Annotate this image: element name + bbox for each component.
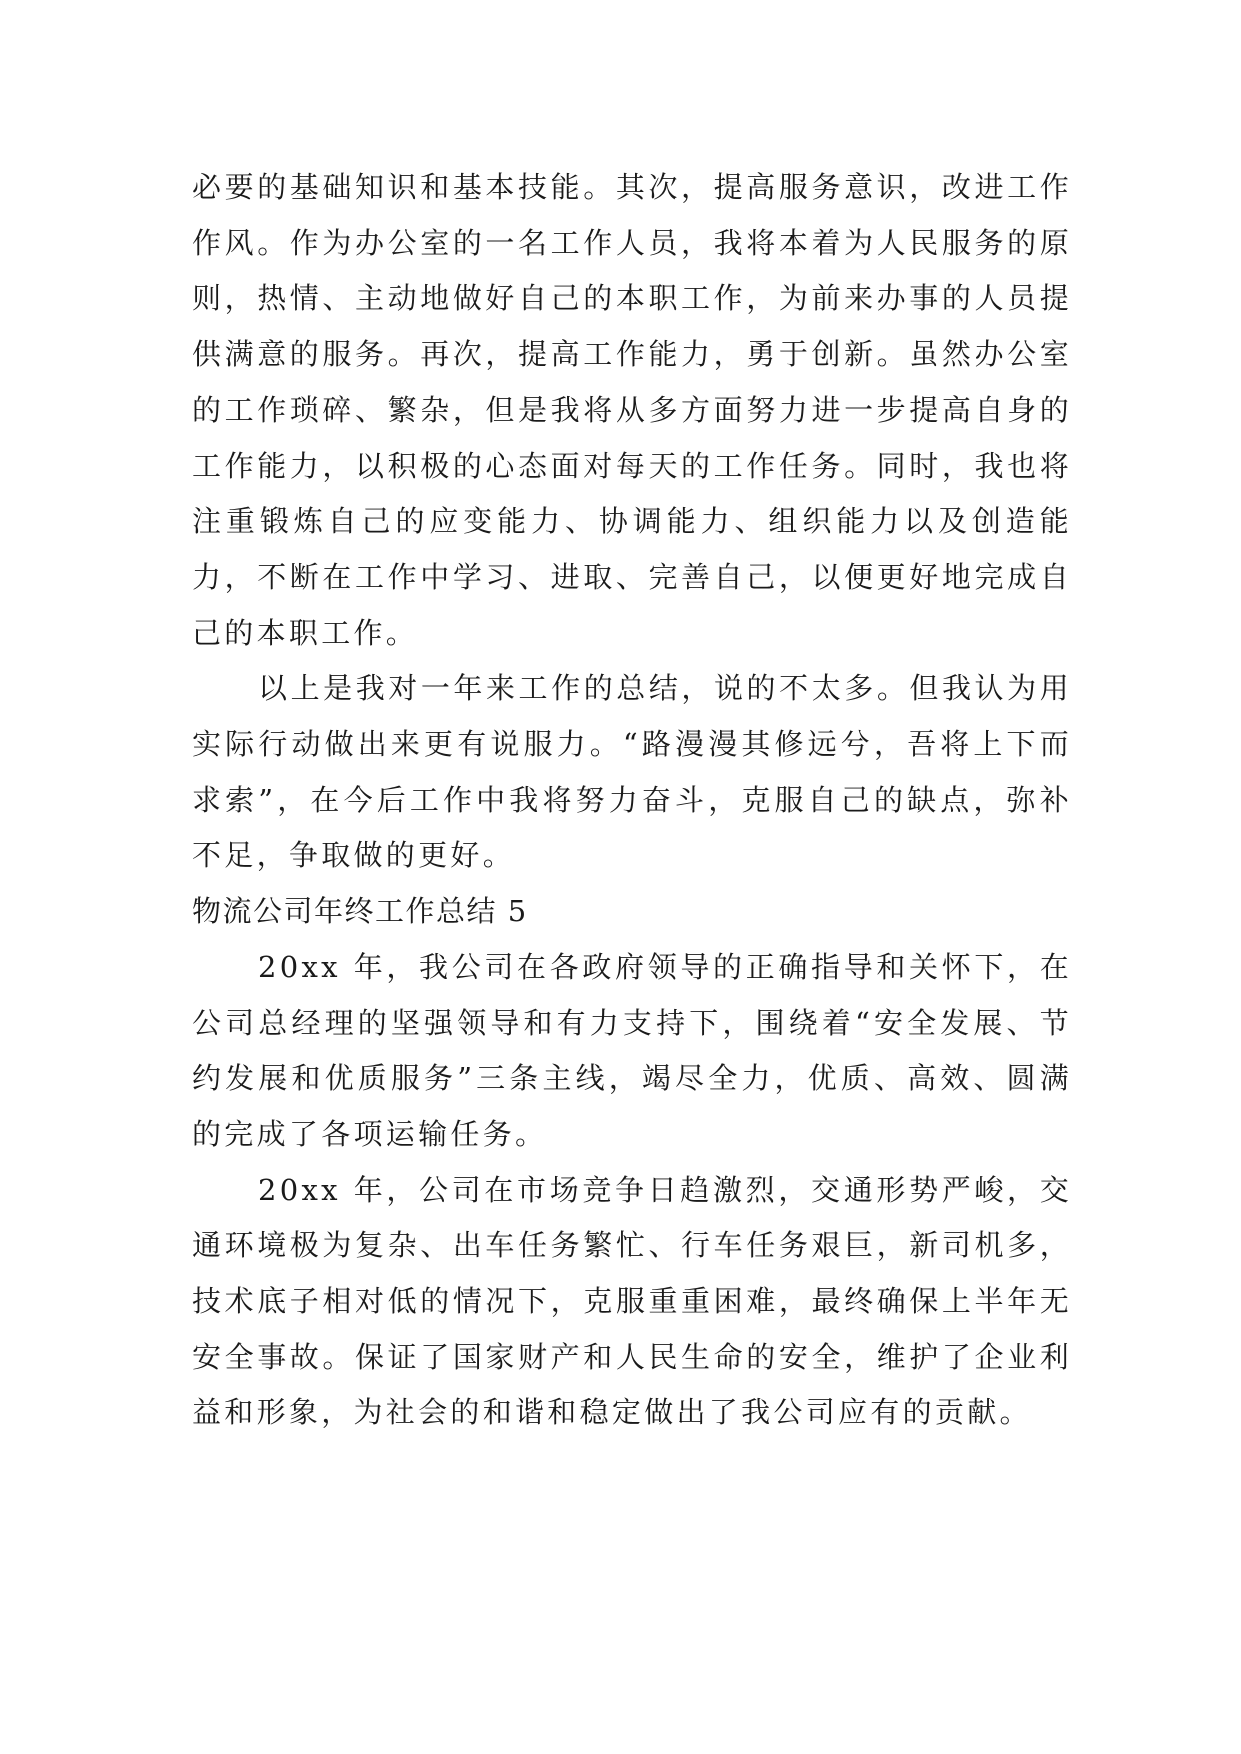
paragraph-intro: 20xx 年，我公司在各政府领导的正确指导和关怀下，在公司总经理的坚强领导和有力支持下，围绕着“安全发展、节约发展和优质服务”三条主线，竭尽全力，优质、高效、圆满的完成了各项运输任务。 [192,949,1072,1151]
document-body [192,160,1072,1441]
paragraph-conclusion: 以上是我对一年来工作的总结，说的不太多。但我认为用实际行动做出来更有说服力。“路漫漫其修远兮，吾将上下而求索”，在今后工作中我将努力奋斗，克服自己的缺点，弥补不足，争取做的更好。 [192,671,1072,873]
section-title: 物流公司年终工作总结 5 [192,894,528,929]
paragraph-safety: 20xx 年，公司在市场竞争日趋激烈，交通形势严峻，交通环境极为复杂、出车任务繁忙、行车任务艰巨，新司机多，技术底子相对低的情况下，克服重重困难，最终确保上半年无安全事故。保证了国家财产和人民生命的安全，维护了企业利益和形象，为社会的和谐和稳定做出了我公司应有的贡献。 [192,1172,1072,1430]
paragraph-continued: 必要的基础知识和基本技能。其次，提高服务意识，改进工作作风。作为办公室的一名工作人员，我将本着为人民服务的原则，热情、主动地做好自己的本职工作，为前来办事的人员提供满意的服务。再次，提高工作能力，勇于创新。虽然办公室的工作琐碎、繁杂，但是我将从多方面努力进一步提高自身的工作能力，以积极的心态面对每天的工作任务。同时，我也将注重锻炼自己的应变能力、协调能力、组织能力以及创造能力，不断在工作中学习、进取、完善自己，以便更好地完成自己的本职工作。 [192,170,1072,650]
